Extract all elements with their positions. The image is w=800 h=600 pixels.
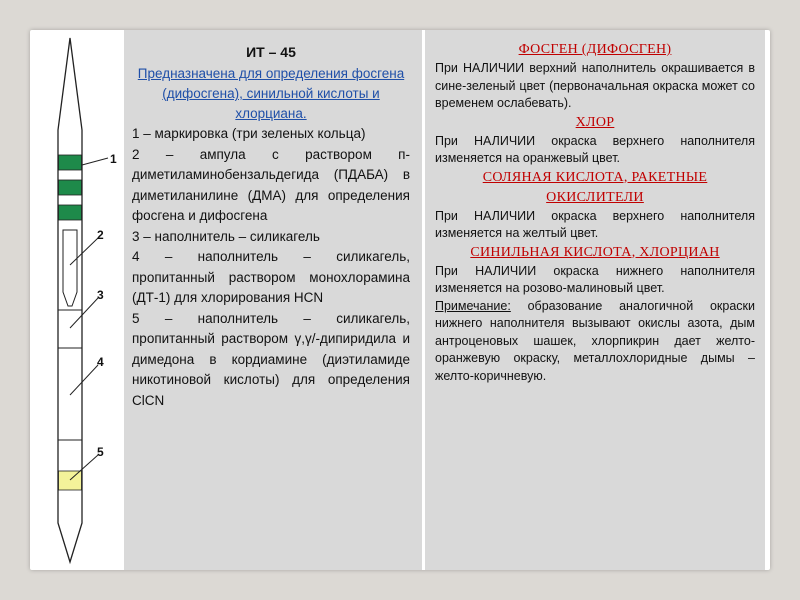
text-chlorine: При НАЛИЧИИ окраска верхнего наполнителя изменяется на оранжевый цвет. [435, 133, 755, 165]
description-panel [124, 30, 422, 570]
heading-hydrochloric-acid: СОЛЯНАЯ КИСЛОТА, РАКЕТНЫЕ ОКИСЛИТЕЛИ [482, 169, 708, 205]
device-purpose: Предназначена для определения фосгена (дифосгена), синильной кислоты и хлорциана. [137, 66, 405, 121]
slide [30, 30, 770, 570]
ampule [63, 230, 77, 306]
part-label-1: 1 [110, 152, 117, 166]
component-item-1: 1 – маркировка (три зеленых кольца) [132, 126, 366, 141]
heading-chlorine: ХЛОР [575, 114, 615, 130]
heading-phosgene: ФОСГЕН (ДИФОСГЕН) [518, 42, 672, 57]
marking-ring [59, 155, 82, 170]
part-label-5: 5 [97, 445, 104, 459]
indicator-tube-drawing [30, 30, 124, 570]
text-hydrocyanic-acid: При НАЛИЧИИ окраска нижнего наполнителя изменяется на розово-малиновый цвет. [435, 263, 755, 295]
note-text: образование аналогичной окраски нижнего наполнителя вызывают окислы азота, дым антроценовых шашек, хлорпикрин дает желто-оранжевую окраску, металлохлоридные дымы – желто-коричневую. [435, 298, 755, 383]
text-hydrochloric-acid: При НАЛИЧИИ окраска верхнего наполнителя изменяется на желтый цвет. [435, 208, 755, 240]
note-label: Примечание: [435, 298, 511, 313]
marking-ring [59, 180, 82, 195]
indicator-tube-diagram [30, 30, 124, 570]
text-phosgene: При НАЛИЧИИ верхний наполнитель окрашивается в сине-зеленый цвет (первоначальная окраска может со временем ослабевать). [435, 61, 755, 110]
part-label-2: 2 [97, 228, 104, 242]
component-item-5: 5 – наполнитель – силикагель, пропитанный раствором γ,γ/-дипиридила и димедона в кордиамине (диэтиламиде никотиновой кислоты) для определения ClCN [132, 310, 410, 408]
component-item-3: 3 – наполнитель – силикагель [132, 228, 320, 244]
heading-hydrocyanic-acid: СИНИЛЬНАЯ КИСЛОТА, ХЛОРЦИАН [470, 244, 720, 260]
leader-line [82, 158, 108, 165]
part-label-4: 4 [97, 355, 104, 369]
part-label-3: 3 [97, 288, 104, 302]
component-item-2: 2 – ампула с раствором п-диметиламинобензальдегида (ПДАБА) в диметиланилине (ДМА) для определения фосгена и дифосгена [132, 146, 410, 223]
component-item-4: 4 – наполнитель – силикагель, пропитанный раствором монохлорамина (ДТ-1) для хлорирования HCN [132, 249, 410, 305]
marking-ring [59, 205, 82, 220]
indicator-filler-yellow [59, 471, 82, 490]
detection-results-panel [425, 30, 765, 570]
note-paragraph [435, 298, 755, 386]
device-title: ИТ – 45 [246, 44, 296, 60]
